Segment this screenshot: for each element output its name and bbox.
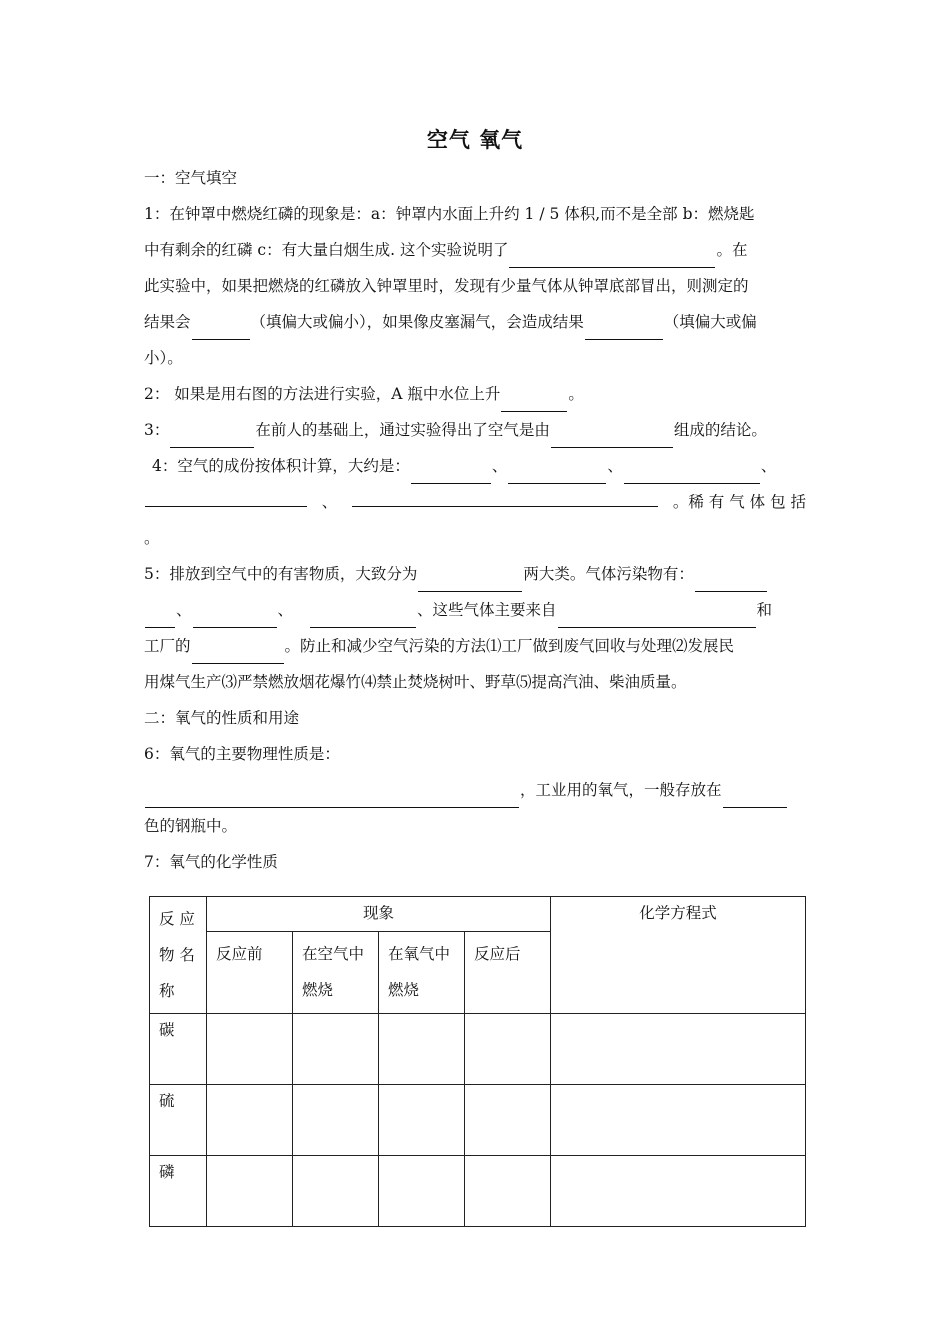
table-cell[interactable] [293, 1156, 379, 1227]
table-cell[interactable] [551, 1014, 806, 1085]
answer-blank[interactable] [508, 461, 606, 484]
q6-line1: 6：氧气的主要物理性质是： [144, 745, 340, 763]
q2-line: 2： 如果是用右图的方法进行实验，A 瓶中水位上升 。 [144, 376, 806, 412]
answer-blank[interactable] [192, 641, 284, 664]
answer-blank[interactable] [695, 569, 767, 592]
answer-blank[interactable] [411, 461, 491, 484]
q6-line3: 色的钢瓶中。 [144, 817, 238, 835]
table-cell[interactable] [207, 1085, 293, 1156]
answer-blank[interactable] [193, 605, 277, 628]
row-label-sulfur: 硫 [150, 1085, 207, 1156]
table-cell[interactable] [293, 1014, 379, 1085]
worksheet-body [144, 160, 806, 880]
answer-blank[interactable] [418, 569, 522, 592]
answer-blank[interactable] [310, 605, 416, 628]
row-label-carbon: 碳 [150, 1014, 207, 1085]
answer-blank[interactable] [145, 785, 519, 808]
answer-blank[interactable] [509, 245, 715, 268]
q5-line4: 用煤气生产⑶严禁燃放烟花爆竹⑷禁止焚烧树叶、野草⑸提高汽油、柴油质量。 [144, 673, 687, 691]
table-cell[interactable] [379, 1085, 465, 1156]
header-after: 反应后 [465, 932, 551, 1014]
q5-line1: 5：排放到空气中的有害物质，大致分为 两大类。气体污染物有： [144, 556, 806, 592]
table-cell[interactable] [551, 1156, 806, 1227]
answer-blank[interactable] [551, 425, 673, 448]
answer-blank[interactable] [501, 389, 567, 412]
answer-blank[interactable] [624, 461, 760, 484]
answer-blank[interactable] [145, 605, 175, 628]
table-row [150, 1014, 806, 1085]
table-row [150, 1085, 806, 1156]
q1-line2: 中有剩余的红磷 c：有大量白烟生成. 这个实验说明了 。在 [144, 232, 806, 268]
q1-line3: 此实验中，如果把燃烧的红磷放入钟罩里时，发现有少量气体从钟罩底部冒出，则测定的 [144, 277, 749, 295]
q1-line4: 结果会 （填偏大或偏小），如果像皮塞漏气，会造成结果 （填偏大或偏 [144, 304, 806, 340]
table-cell[interactable] [293, 1085, 379, 1156]
table-cell[interactable] [551, 1085, 806, 1156]
answer-blank[interactable] [145, 484, 307, 507]
header-before: 反应前 [207, 932, 293, 1014]
q1-line1: 1：在钟罩中燃烧红磷的现象是：a：钟罩内水面上升约 1 / 5 体积,而不是全部 b：燃烧匙 [144, 205, 755, 223]
page-title: 空气 氧气 [426, 128, 524, 152]
row-label-phosphorus: 磷 [150, 1156, 207, 1227]
answer-blank[interactable] [352, 484, 658, 507]
answer-blank[interactable] [558, 605, 756, 628]
header-burn-oxygen: 在氧气中燃烧 [379, 932, 465, 1014]
answer-blank[interactable] [723, 785, 787, 808]
q1-line5: 小）。 [144, 349, 183, 367]
table-cell[interactable] [465, 1085, 551, 1156]
oxygen-properties-table [149, 896, 806, 1227]
table-cell[interactable] [379, 1156, 465, 1227]
answer-blank[interactable] [585, 317, 663, 340]
q5-line3: 工厂的 。防止和减少空气污染的方法⑴工厂做到废气回收与处理⑵发展民 [144, 628, 806, 664]
table-cell[interactable] [379, 1014, 465, 1085]
table-cell[interactable] [207, 1014, 293, 1085]
q7-heading: 7：氧气的化学性质 [144, 853, 278, 871]
header-burn-air: 在空气中燃烧 [293, 932, 379, 1014]
q3-line: 3： 在前人的基础上，通过实验得出了空气是由 组成的结论。 [144, 412, 806, 448]
answer-blank[interactable] [192, 317, 250, 340]
q5-line2: 、 、 、这些气体主要来自 和 [144, 592, 806, 628]
section2-heading: 二：氧气的性质和用途 [144, 709, 300, 727]
header-phenomenon: 现象 [207, 897, 551, 932]
table-cell[interactable] [465, 1156, 551, 1227]
header-reactant-name: 反 应 物 名 称 [150, 897, 207, 1014]
section1-heading: 一：空气填空 [144, 169, 238, 187]
table-cell[interactable] [207, 1156, 293, 1227]
q6-line2: ，工业用的氧气，一般存放在 [144, 772, 806, 808]
q4-line3: 。 [144, 529, 160, 547]
table-cell[interactable] [465, 1014, 551, 1085]
q4-line2: 、 。稀 有 气 体 包 括 [144, 484, 806, 520]
table-row [150, 1156, 806, 1227]
header-equation: 化学方程式 [551, 897, 806, 1014]
answer-blank[interactable] [170, 425, 254, 448]
q4-line1: 4：空气的成份按体积计算，大约是： 、 、 、 [144, 448, 806, 484]
